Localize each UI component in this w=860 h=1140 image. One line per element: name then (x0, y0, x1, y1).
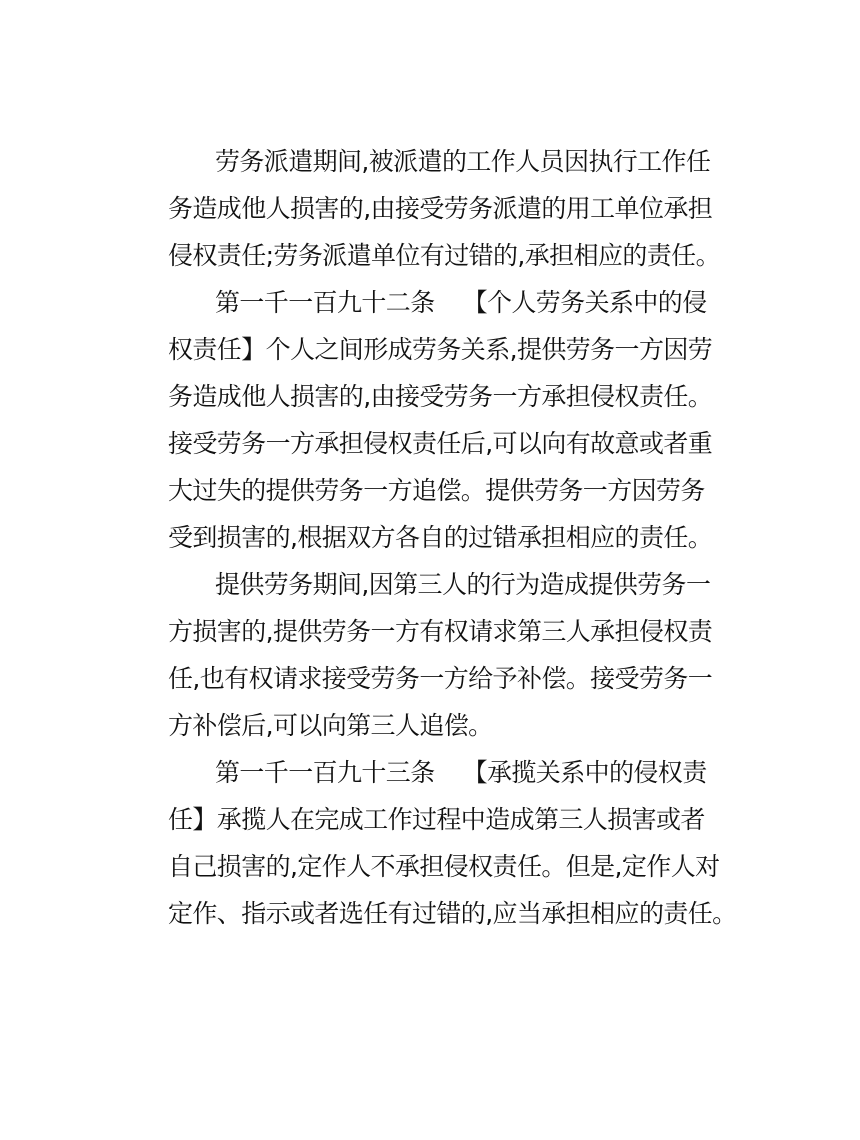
text-line: 受到损害的,根据双方各自的过错承担相应的责任。 (168, 523, 713, 552)
article-title-start: 【个人劳务关系中的侵 (462, 288, 707, 317)
text-line: 务造成他人损害的,由接受劳务派遣的用工单位承担 (168, 194, 713, 223)
article-heading-line (168, 753, 728, 800)
article-heading-line (168, 283, 728, 330)
text-line: 任,也有权请求接受劳务一方给予补偿。接受劳务一 (168, 664, 713, 693)
text-line: 定作、指示或者选任有过错的,应当承担相应的责任。 (168, 899, 737, 928)
document-body (168, 142, 737, 941)
text-line: 自己损害的,定作人不承担侵权责任。但是,定作人对 (168, 852, 720, 881)
text-line: 方补偿后,可以向第三人追偿。 (168, 711, 493, 740)
text-line: 权责任】个人之间形成劳务关系,提供劳务一方因劳 (168, 335, 713, 364)
text-line: 务造成他人损害的,由接受劳务一方承担侵权责任。 (168, 382, 713, 411)
text-line: 劳务派遣期间,被派遣的工作人员因执行工作任 (215, 147, 711, 176)
article-number: 第一千一百九十三条 (215, 758, 435, 787)
text-line: 侵权责任;劳务派遣单位有过错的,承担相应的责任。 (168, 241, 720, 270)
text-line: 提供劳务期间,因第三人的行为造成提供劳务一 (215, 570, 711, 599)
article-number: 第一千一百九十二条 (215, 288, 435, 317)
text-line: 方损害的,提供劳务一方有权请求第三人承担侵权责 (168, 617, 713, 646)
article-title-start: 【承揽关系中的侵权责 (462, 758, 707, 787)
text-line: 接受劳务一方承担侵权责任后,可以向有故意或者重 (168, 429, 713, 458)
text-line: 任】承揽人在完成工作过程中造成第三人损害或者 (168, 805, 705, 834)
text-line: 大过失的提供劳务一方追偿。提供劳务一方因劳务 (168, 476, 705, 505)
